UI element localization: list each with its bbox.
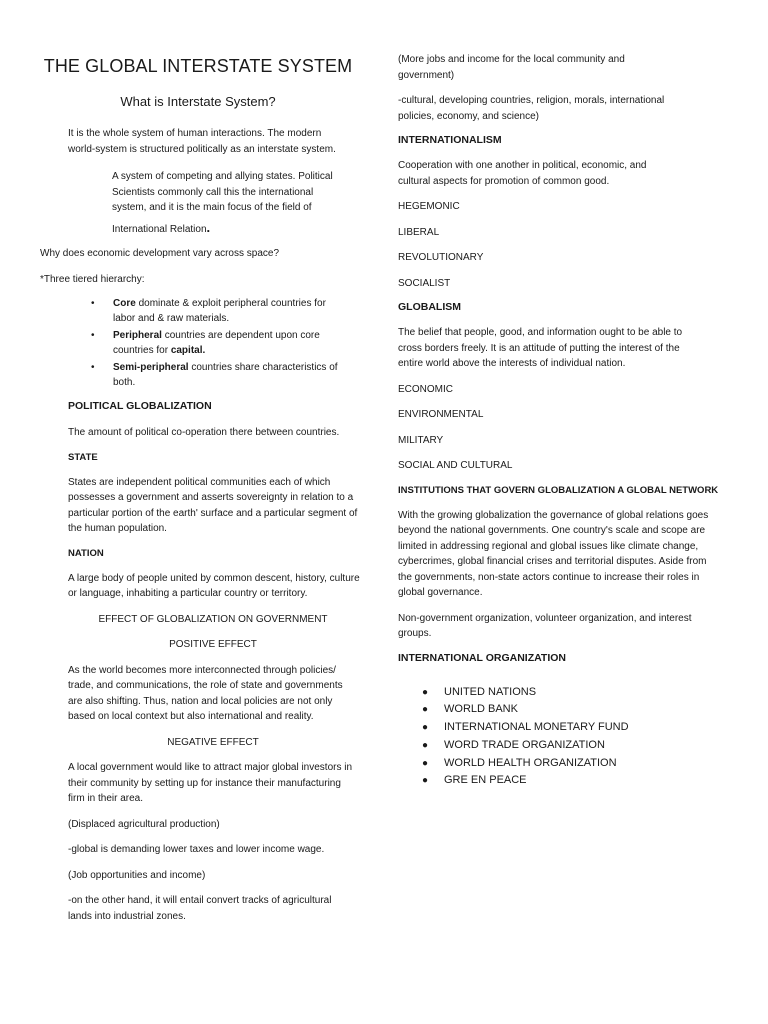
bullet-icon: •: [91, 330, 95, 341]
organization-name: WORD TRADE ORGANIZATION: [444, 738, 605, 751]
int-type-liberal: LIBERAL: [398, 226, 440, 238]
effect-heading: EFFECT OF GLOBALIZATION ON GOVERNMENT: [98, 613, 328, 625]
ngo-text: Non-government organization, volunteer organization, and interest groups.: [398, 612, 692, 639]
job-opportunities: (Job opportunities and income): [68, 869, 206, 881]
tier-term: Semi-peripheral: [113, 362, 189, 373]
list-item: [398, 684, 733, 702]
displaced-production: (Displaced agricultural production): [68, 818, 220, 830]
bullet-icon: ●: [422, 757, 429, 769]
definition-end-line: [112, 220, 350, 238]
political-globalization-text: The amount of political co-operation there between countries.: [68, 427, 340, 438]
organization-name: WORLD BANK: [444, 703, 518, 716]
list-item: [398, 772, 733, 790]
hierarchy-label: *Three tiered hierarchy:: [40, 273, 145, 285]
tier-text: countries share characteristics of both.: [113, 362, 338, 388]
int-type-revolutionary: REVOLUTIONARY: [398, 252, 484, 263]
glob-type-environmental: ENVIRONMENTAL: [398, 409, 484, 420]
right-column: [398, 52, 733, 790]
organization-name: INTERNATIONAL MONETARY FUND: [444, 721, 629, 734]
list-item-semi-peripheral: [30, 360, 343, 390]
globalism-heading: GLOBALISM: [398, 301, 461, 313]
list-item-peripheral: [30, 328, 343, 358]
list-item: [398, 737, 733, 755]
institutions-text: With the growing globalization the governance of global relations goes beyond the national governments. One country's scale and scope are limited in addressing regional and global issues like climate change, cybercrimes, global financial crises and territorial disputes. Aside from the governments, non-state actors continue to increase their roles in global governance.: [398, 509, 709, 598]
tier-text: dominate & exploit peripheral countries for labor and & raw materials.: [113, 298, 326, 324]
tier-list: [30, 296, 366, 390]
page-subtitle: What is Interstate System?: [120, 94, 276, 109]
intro-paragraph: It is the whole system of human interactions. The modern world-system is structured politically as an interstate system.: [68, 128, 336, 155]
positive-effect-text: As the world becomes more interconnected through policies/ trade, and communications, the role of state and governments are also shifting. Thus, nation and local policies are not only based on local context but also international and reality.: [68, 664, 343, 722]
tier-text: countries are dependent upon core countries for: [113, 330, 320, 356]
definition-end-text: International Relation: [112, 223, 207, 235]
bullet-icon: •: [91, 298, 95, 309]
left-column: [30, 52, 366, 924]
definition-text: A system of competing and allying states. Political Scientists commonly call this the international system, and it is the main focus of the field of: [112, 171, 333, 213]
tier-tail: capital.: [170, 345, 206, 356]
global-demand-text: -global is demanding lower taxes and lower income wage.: [68, 844, 325, 855]
bullet-icon: ●: [422, 686, 429, 698]
list-item: [398, 719, 733, 737]
organization-name: UNITED NATIONS: [444, 685, 537, 698]
bullet-icon: ●: [422, 775, 429, 787]
int-type-socialist: SOCIALIST: [398, 277, 451, 289]
institutions-heading: INSTITUTIONS THAT GOVERN GLOBALIZATION A GLOBAL NETWORK: [398, 484, 719, 496]
more-jobs-text: (More jobs and income for the local community and government): [398, 54, 625, 81]
globalism-text: The belief that people, good, and information ought to be able to cross borders freely. It is an attitude of putting the interest of the entire world above the interests of individual nation.: [398, 327, 683, 369]
bullet-icon: •: [91, 362, 95, 373]
positive-effect-heading: POSITIVE EFFECT: [169, 639, 257, 650]
organization-name: GRE EN PEACE: [444, 774, 527, 787]
definition-period: .: [206, 219, 211, 235]
international-organization-heading: INTERNATIONAL ORGANIZATION: [398, 651, 566, 664]
glob-type-social-cultural: SOCIAL AND CULTURAL: [398, 460, 513, 471]
political-globalization-heading: POLITICAL GLOBALIZATION: [68, 400, 212, 412]
cultural-text: -cultural, developing countries, religion, morals, international policies, economy, and science): [398, 95, 665, 122]
state-text: States are independent political communities each of which possesses a government and asserts sovereignty in relation to a particular portion of the earth' surface and a particular segment of the human population.: [68, 476, 358, 534]
negative-effect-text: A local government would like to attract major global investors in their community by setting up for instance their manufacturing firm in their area.: [68, 762, 353, 804]
bullet-icon: ●: [422, 722, 429, 734]
int-type-hegemonic: HEGEMONIC: [398, 201, 460, 212]
organization-list: [398, 684, 733, 791]
organization-name: WORLD HEALTH ORGANIZATION: [444, 756, 617, 769]
tier-term: Core: [113, 298, 136, 309]
internationalism-heading: INTERNATIONALISM: [398, 134, 502, 146]
page-title: THE GLOBAL INTERSTATE SYSTEM: [43, 56, 353, 76]
list-item: [398, 701, 733, 719]
glob-type-economic: ECONOMIC: [398, 383, 453, 395]
bullet-icon: ●: [422, 739, 429, 751]
state-heading: STATE: [68, 451, 98, 463]
tier-term: Peripheral: [113, 330, 162, 341]
bullet-icon: ●: [422, 704, 429, 716]
list-item: [398, 755, 733, 773]
negative-effect-heading: NEGATIVE EFFECT: [167, 736, 259, 748]
question-text: Why does economic development vary across space?: [40, 248, 280, 259]
internationalism-text: Cooperation with one another in political, economic, and cultural aspects for promotion of common good.: [398, 160, 647, 187]
nation-heading: NATION: [68, 547, 104, 559]
other-hand-text: -on the other hand, it will entail convert tracks of agricultural lands into industrial zones.: [68, 895, 332, 922]
list-item-core: [30, 296, 343, 326]
nation-text: A large body of people united by common descent, history, culture or language, inhabiting a particular country or territory.: [68, 572, 360, 599]
definition-paragraph: [112, 169, 350, 216]
glob-type-military: MILITARY: [398, 434, 444, 446]
